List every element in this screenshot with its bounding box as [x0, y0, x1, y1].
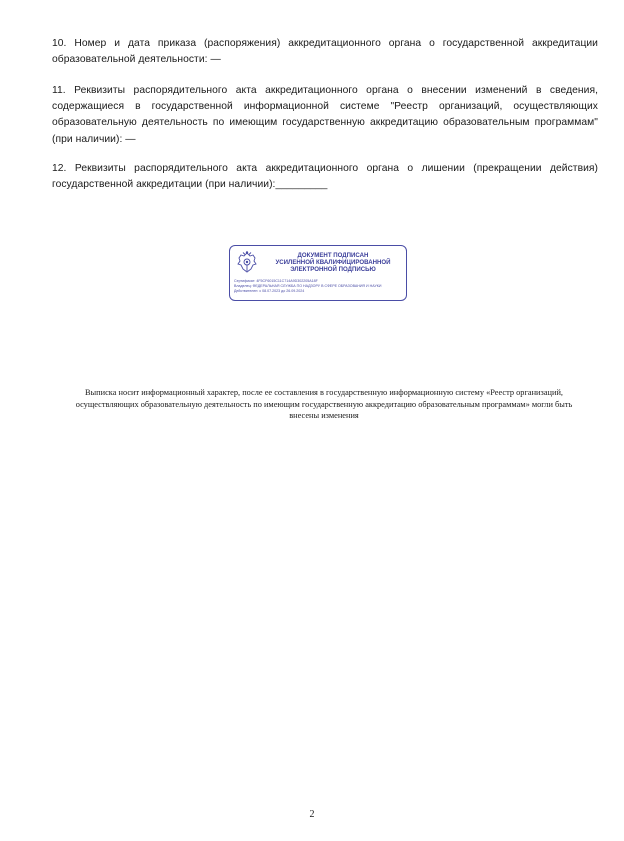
coat-of-arms-icon — [234, 250, 260, 276]
stamp-certificate: Сертификат: 4F5CF6015C11C714A9D302205A18F — [234, 279, 318, 283]
section-12-revocation-act: 12. Реквизиты распорядительного акта аккредитационного органа о лишении (прекращении действия) государственной аккредитации (при наличии):_________ — [52, 163, 598, 191]
electronic-signature-stamp — [229, 245, 407, 301]
page-number: 2 — [309, 809, 315, 820]
stamp-validity: Действителен: с 08.07.2023 до 26.09.2024 — [234, 289, 305, 293]
informational-notice: Выписка носит информационный характер, после ее составления в государственную информационную систему «Реестр организаций, осуществляющих образовательную деятельность по имеющим государственную аккредитацию образовательным программам» могли быть внесены изменения — [75, 388, 573, 420]
stamp-title: ДОКУМЕНТ ПОДПИСАН УСИЛЕННОЙ КВАЛИФИЦИРОВАННОЙ ЭЛЕКТРОННОЙ ПОДПИСЬЮ — [275, 252, 391, 274]
section-10-accreditation-order: 10. Номер и дата приказа (распоряжения) аккредитационного органа о государственной аккредитации образовательной деятельности: — — [52, 38, 598, 66]
section-11-change-act: 11. Реквизиты распорядительного акта аккредитационного органа о внесении изменений в сведения, содержащиеся в государственной информационной системе "Реестр организаций, осуществляющих образовательную деятельность по имеющим государственную аккредитацию образовательным программам" (при наличии): — — [52, 85, 598, 145]
stamp-owner: Владелец: ФЕДЕРАЛЬНАЯ СЛУЖБА ПО НАДЗОРУ В СФЕРЕ ОБРАЗОВАНИЯ И НАУКИ — [234, 284, 382, 288]
